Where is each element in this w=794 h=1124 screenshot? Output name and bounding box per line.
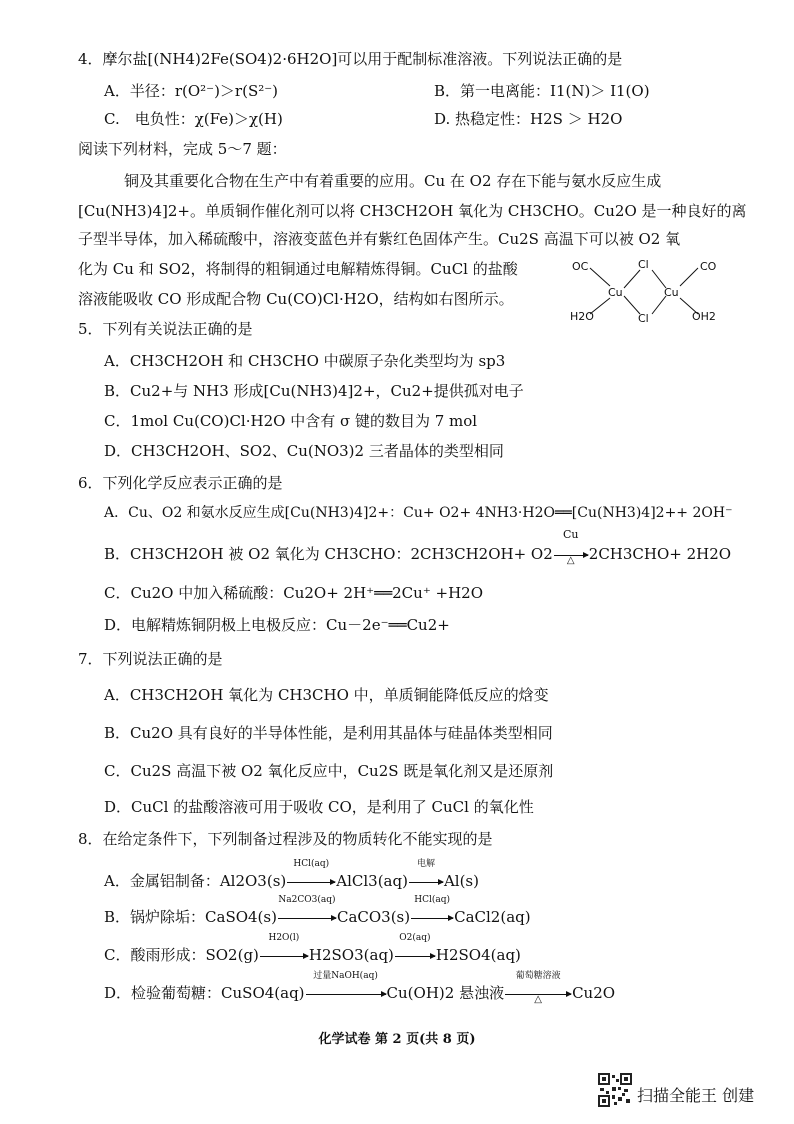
q8-d-product: Cu2O: [572, 984, 616, 1002]
q8-a-product: Al(s): [443, 872, 479, 890]
q8-c-product: H2SO4(aq): [435, 946, 521, 964]
q6-option-b: [104, 528, 732, 566]
q8-a-start: A．金属铝制备：Al2O3(s): [104, 872, 287, 890]
q8-option-b: [104, 895, 531, 927]
page-footer: 化学试卷 第 2 页(共 8 页): [318, 1032, 476, 1047]
q8-option-a: [104, 859, 479, 891]
q5-option-a: A．CH3CH2OH 和 CH3CHO 中碳原子杂化类型均为 sp3: [104, 352, 506, 370]
arrow-condition: 电解: [416, 859, 435, 869]
atom-cu-left: Cu: [608, 286, 623, 299]
arrow-heat: △: [534, 994, 542, 1005]
arrow-condition: H2O(l): [268, 933, 300, 943]
atom-cu-right: Cu: [664, 286, 679, 299]
q8-b-start: B．锅炉除垢：CaSO4(s): [104, 908, 277, 926]
reaction-arrow: [287, 859, 335, 890]
reaction-arrow: [409, 859, 443, 890]
q8-stem: 8．在给定条件下，下列制备过程涉及的物质转化不能实现的是: [78, 830, 493, 848]
reaction-arrow: [260, 933, 308, 964]
ligand-co: CO: [700, 260, 717, 273]
q4-option-c: C. 电负性：χ(Fe)＞χ(H): [104, 110, 283, 128]
ligand-cl-top: Cl: [638, 258, 649, 271]
material-line-3: 子型半导体，加入稀硫酸中，溶液变蓝色并有紫红色固体产生。Cu2S 高温下可以被 O2 氧: [78, 230, 681, 248]
q4-stem: 4．摩尔盐[(NH4)2Fe(SO4)2·6H2O]可以用于配制标准溶液。下列说法正确的是: [78, 50, 623, 68]
q8-c-start: C．酸雨形成：SO2(g): [104, 946, 259, 964]
material-line-2: [Cu(NH3)4]2+。单质铜作催化剂可以将 CH3CH2OH 氧化为 CH3CHO。Cu2O 是一种良好的离: [78, 202, 747, 220]
q7-option-a: A．CH3CH2OH 氧化为 CH3CHO 中，单质铜能降低反应的焓变: [104, 686, 549, 704]
reading-intro: 阅读下列材料，完成 5～7 题：: [78, 140, 287, 158]
arrow-condition: O2(aq): [399, 933, 431, 943]
q6-option-b-products: 2CH3CHO+ 2H2O: [588, 545, 732, 563]
arrow-condition: 葡萄糖溶液: [515, 971, 561, 981]
q5-option-c: C．1mol Cu(CO)Cl·H2O 中含有 σ 键的数目为 7 mol: [104, 412, 478, 430]
q6-option-a: A．Cu、O2 和氨水反应生成[Cu(NH3)4]2+：Cu+ O2+ 4NH3·H2O══[Cu(NH3)4]2++ 2OH⁻: [104, 505, 733, 521]
q6-option-b-reactants: B．CH3CH2OH 被 O2 氧化为 CH3CHO：2CH3CH2OH+ O2: [104, 545, 553, 563]
q8-b-intermediate: CaCO3(s): [336, 908, 411, 926]
material-line-5: 溶液能吸收 CO 形成配合物 Cu(CO)Cl·H2O，结构如右图所示。: [78, 290, 514, 308]
arrow-condition: HCl(aq): [293, 859, 330, 869]
arrow-condition: HCl(aq): [414, 895, 450, 905]
q7-option-b: B．Cu2O 具有良好的半导体性能，是利用其晶体与硅晶体类型相同: [104, 724, 553, 742]
q8-a-intermediate: AlCl3(aq): [336, 872, 408, 890]
q7-option-d: D．CuCl 的盐酸溶液可用于吸收 CO，是利用了 CuCl 的氧化性: [104, 798, 534, 816]
qr-code-icon: [598, 1073, 632, 1111]
q4-option-d: D. 热稳定性：H2S ＞ H2O: [434, 110, 623, 128]
arrow-condition: 过量NaOH(aq): [313, 971, 378, 981]
reaction-arrow: [395, 933, 435, 964]
ligand-h2o: H2O: [570, 310, 594, 323]
q8-b-product: CaCl2(aq): [454, 908, 531, 926]
reaction-arrow: [554, 528, 588, 566]
q8-d-start: D．检验葡萄糖：CuSO4(aq): [104, 984, 305, 1002]
arrow-heat: △: [566, 555, 575, 566]
reaction-arrow: [411, 895, 453, 926]
arrow-catalyst: Cu: [563, 528, 579, 541]
reaction-arrow: [306, 971, 386, 1002]
material-line-4: 化为 Cu 和 SO2，将制得的粗铜通过电解精炼得铜。CuCl 的盐酸: [78, 260, 518, 278]
ligand-oh2: OH2: [692, 310, 716, 323]
q4-option-b: B．第一电离能：I1(N)＞ I1(O): [434, 82, 650, 100]
q7-stem: 7．下列说法正确的是: [78, 650, 223, 668]
q5-option-b: B．Cu2+与 NH3 形成[Cu(NH3)4]2+，Cu2+提供孤对电子: [104, 382, 524, 400]
reaction-arrow: [278, 895, 336, 926]
q8-option-d: [104, 971, 616, 1005]
complex-structure-diagram: [566, 254, 736, 328]
arrow-condition: Na2CO3(aq): [278, 895, 336, 905]
ligand-oc: OC: [572, 260, 589, 273]
q6-option-c: C．Cu2O 中加入稀硫酸：Cu2O+ 2H⁺══2Cu⁺ +H2O: [104, 584, 483, 602]
q5-option-d: D．CH3CH2OH、SO2、Cu(NO3)2 三者晶体的类型相同: [104, 442, 504, 460]
reaction-arrow: [505, 971, 571, 1005]
scanner-watermark: 扫描全能王 创建: [637, 1086, 755, 1105]
q6-option-d: D．电解精炼铜阴极上电极反应：Cu－2e⁻══Cu2+: [104, 616, 450, 634]
ligand-cl-bottom: Cl: [638, 312, 649, 325]
q8-option-c: [104, 933, 521, 965]
q8-c-intermediate: H2SO3(aq): [308, 946, 394, 964]
q8-d-intermediate: Cu(OH)2 悬浊液: [386, 984, 505, 1002]
q5-stem: 5．下列有关说法正确的是: [78, 320, 253, 338]
q6-stem: 6．下列化学反应表示正确的是: [78, 474, 283, 492]
q4-option-a: A．半径：r(O²⁻)＞r(S²⁻): [104, 82, 279, 100]
q7-option-c: C．Cu2S 高温下被 O2 氧化反应中，Cu2S 既是氧化剂又是还原剂: [104, 762, 554, 780]
material-line-1: 铜及其重要化合物在生产中有着重要的应用。Cu 在 O2 存在下能与氨水反应生成: [124, 172, 662, 190]
